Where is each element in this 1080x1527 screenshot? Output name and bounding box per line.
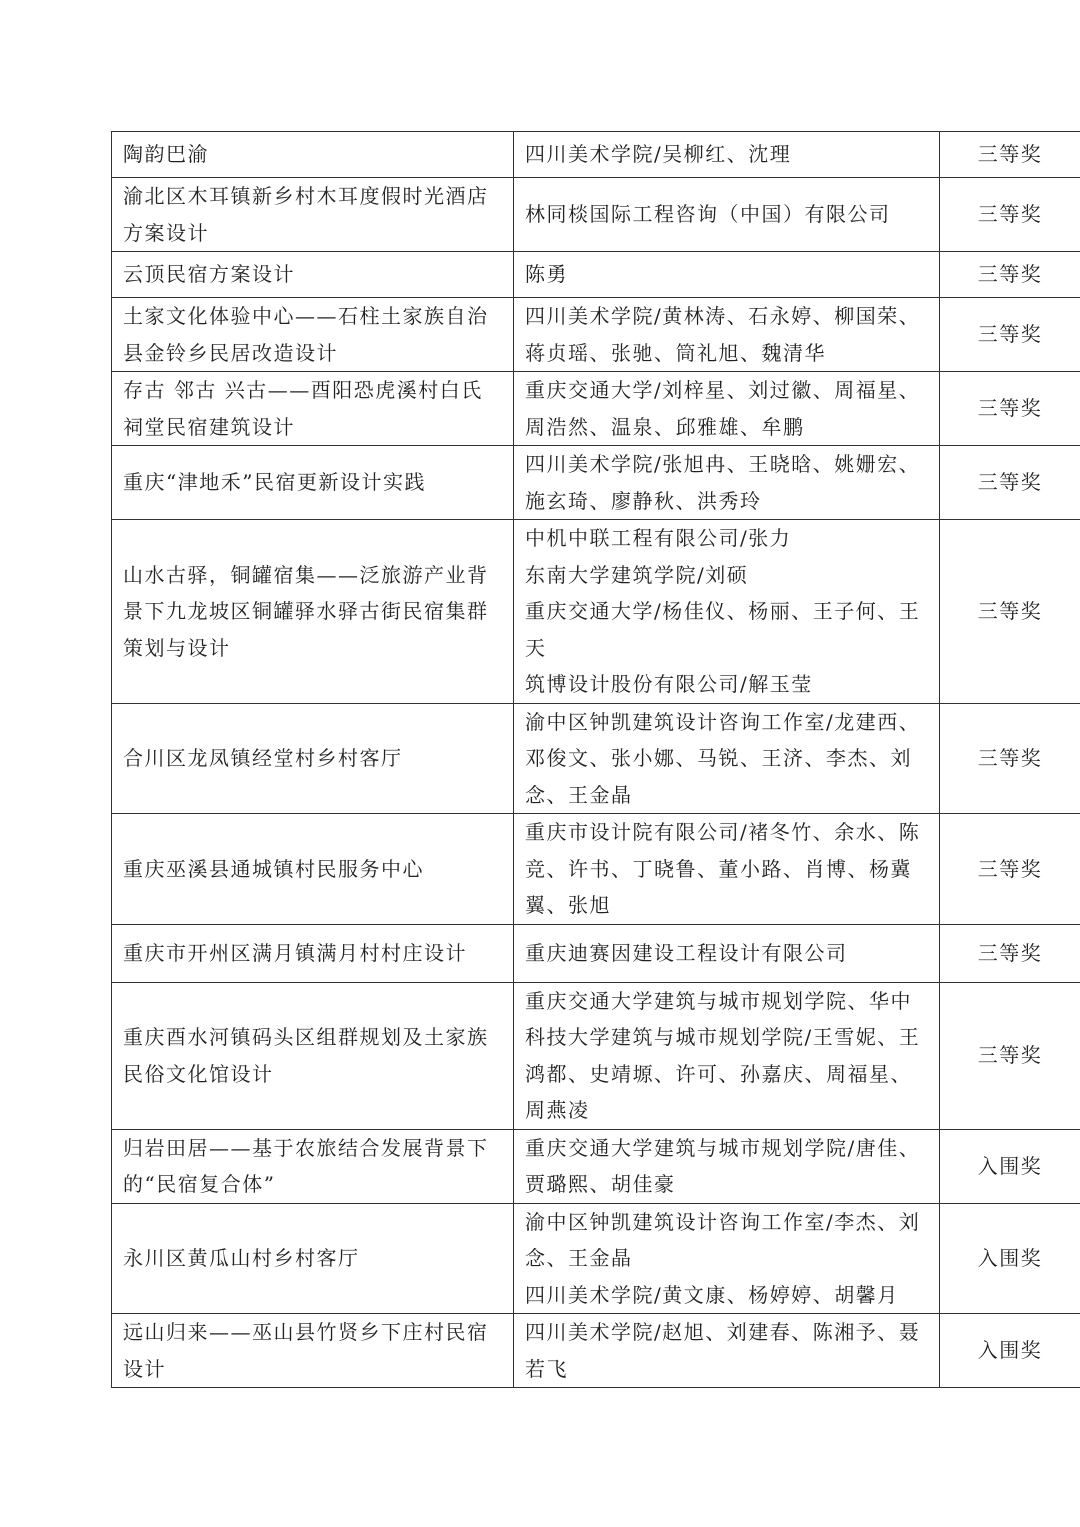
award-cell: 入围奖 (940, 1129, 1080, 1203)
unit-line: 陈勇 (525, 262, 568, 287)
unit-cell (514, 446, 940, 520)
project-cell: 重庆酉水河镇码头区组群规划及土家族民俗文化馆设计 (112, 982, 514, 1129)
project-cell: 合川区龙凤镇经堂村乡村客厅 (112, 703, 514, 814)
unit-cell (514, 982, 940, 1129)
unit-line: 重庆市设计院有限公司/褚冬竹、余水、陈竞、许书、丁晓鲁、董小路、肖博、杨冀翼、张旭 (525, 820, 921, 917)
table-row (112, 924, 1080, 982)
table-row (112, 372, 1080, 446)
project-cell: 重庆市开州区满月镇满月村村庄设计 (112, 924, 514, 982)
project-cell: 云顶民宿方案设计 (112, 252, 514, 298)
unit-cell (514, 372, 940, 446)
unit-line: 重庆交通大学/杨佳仪、杨丽、王子何、王天 (525, 599, 921, 660)
unit-cell (514, 1203, 940, 1314)
unit-line: 林同棪国际工程咨询（中国）有限公司 (525, 202, 891, 227)
unit-line: 四川美术学院/赵旭、刘建春、陈湘予、聂若飞 (525, 1320, 921, 1381)
unit-line: 渝中区钟凯建筑设计咨询工作室/龙建西、邓俊文、张小娜、马锐、王济、李杰、刘念、王金晶 (525, 709, 921, 807)
table-row (112, 520, 1080, 704)
unit-cell (514, 814, 940, 925)
unit-line: 四川美术学院/黄林涛、石永婷、柳国荣、蒋贞瑶、张驰、筒礼旭、魏清华 (525, 304, 921, 365)
unit-line: 重庆交通大学建筑与城市规划学院、华中科技大学建筑与城市规划学院/王雪妮、王鸿都、史靖塬、许可、孙嘉庆、周福星、周燕凌 (525, 988, 921, 1122)
unit-line: 渝中区钟凯建筑设计咨询工作室/李杰、刘念、王金晶 (525, 1209, 921, 1270)
award-cell: 入围奖 (940, 1203, 1080, 1314)
unit-cell (514, 1129, 940, 1203)
project-cell: 重庆巫溪县通城镇村民服务中心 (112, 814, 514, 925)
project-cell: 土家文化体验中心——石柱土家族自治县金铃乡民居改造设计 (112, 298, 514, 372)
unit-cell (514, 1314, 940, 1388)
unit-line: 重庆交通大学/刘梓星、刘过徽、周福星、周浩然、温泉、邱雅雄、牟鹏 (525, 378, 921, 439)
table-row (112, 982, 1080, 1129)
award-cell: 三等奖 (940, 298, 1080, 372)
table-row (112, 252, 1080, 298)
project-cell: 重庆“津地禾”民宿更新设计实践 (112, 446, 514, 520)
table-row (112, 178, 1080, 252)
table-row (112, 703, 1080, 814)
project-cell: 归岩田居——基于农旅结合发展背景下的“民宿复合体” (112, 1129, 514, 1203)
unit-cell (514, 520, 940, 704)
unit-cell (514, 298, 940, 372)
award-cell: 三等奖 (940, 924, 1080, 982)
unit-cell (514, 703, 940, 814)
award-cell: 三等奖 (940, 814, 1080, 925)
unit-line: 四川美术学院/吴柳红、沈理 (525, 142, 792, 167)
project-cell: 山水古驿，铜罐宿集——泛旅游产业背景下九龙坡区铜罐驿水驿古街民宿集群策划与设计 (112, 520, 514, 704)
unit-line: 东南大学建筑学院/刘硕 (525, 562, 749, 587)
award-cell: 三等奖 (940, 132, 1080, 178)
unit-line: 中机中联工程有限公司/张力 (525, 526, 792, 550)
project-cell: 远山归来——巫山县竹贤乡下庄村民宿设计 (112, 1314, 514, 1388)
award-cell: 入围奖 (940, 1314, 1080, 1388)
award-cell: 三等奖 (940, 520, 1080, 704)
award-cell: 三等奖 (940, 252, 1080, 298)
unit-cell (514, 252, 940, 298)
unit-line: 重庆交通大学建筑与城市规划学院/唐佳、贾璐熙、胡佳豪 (525, 1135, 921, 1196)
table-row (112, 446, 1080, 520)
table-row (112, 132, 1080, 178)
awards-table (111, 131, 1080, 1388)
unit-line: 四川美术学院/黄文康、杨婷婷、胡馨月 (525, 1282, 899, 1307)
project-cell: 渝北区木耳镇新乡村木耳度假时光酒店方案设计 (112, 178, 514, 252)
project-cell: 永川区黄瓜山村乡村客厅 (112, 1203, 514, 1314)
project-cell: 存古 邻古 兴古——酉阳恐虎溪村白氏祠堂民宿建筑设计 (112, 372, 514, 446)
table-row (112, 1129, 1080, 1203)
award-cell: 三等奖 (940, 372, 1080, 446)
table-row (112, 298, 1080, 372)
unit-line: 四川美术学院/张旭冉、王晓晗、姚姗宏、施玄琦、廖静秋、洪秀玲 (525, 452, 921, 513)
unit-line: 重庆迪赛因建设工程设计有限公司 (525, 940, 848, 965)
unit-cell (514, 924, 940, 982)
table-row (112, 814, 1080, 925)
award-cell: 三等奖 (940, 703, 1080, 814)
project-cell: 陶韵巴渝 (112, 132, 514, 178)
award-cell: 三等奖 (940, 982, 1080, 1129)
table-row (112, 1203, 1080, 1314)
unit-cell (514, 178, 940, 252)
table-row (112, 1314, 1080, 1388)
unit-line: 筑博设计股份有限公司/解玉莹 (525, 672, 813, 696)
unit-cell (514, 132, 940, 178)
award-cell: 三等奖 (940, 446, 1080, 520)
award-cell: 三等奖 (940, 178, 1080, 252)
